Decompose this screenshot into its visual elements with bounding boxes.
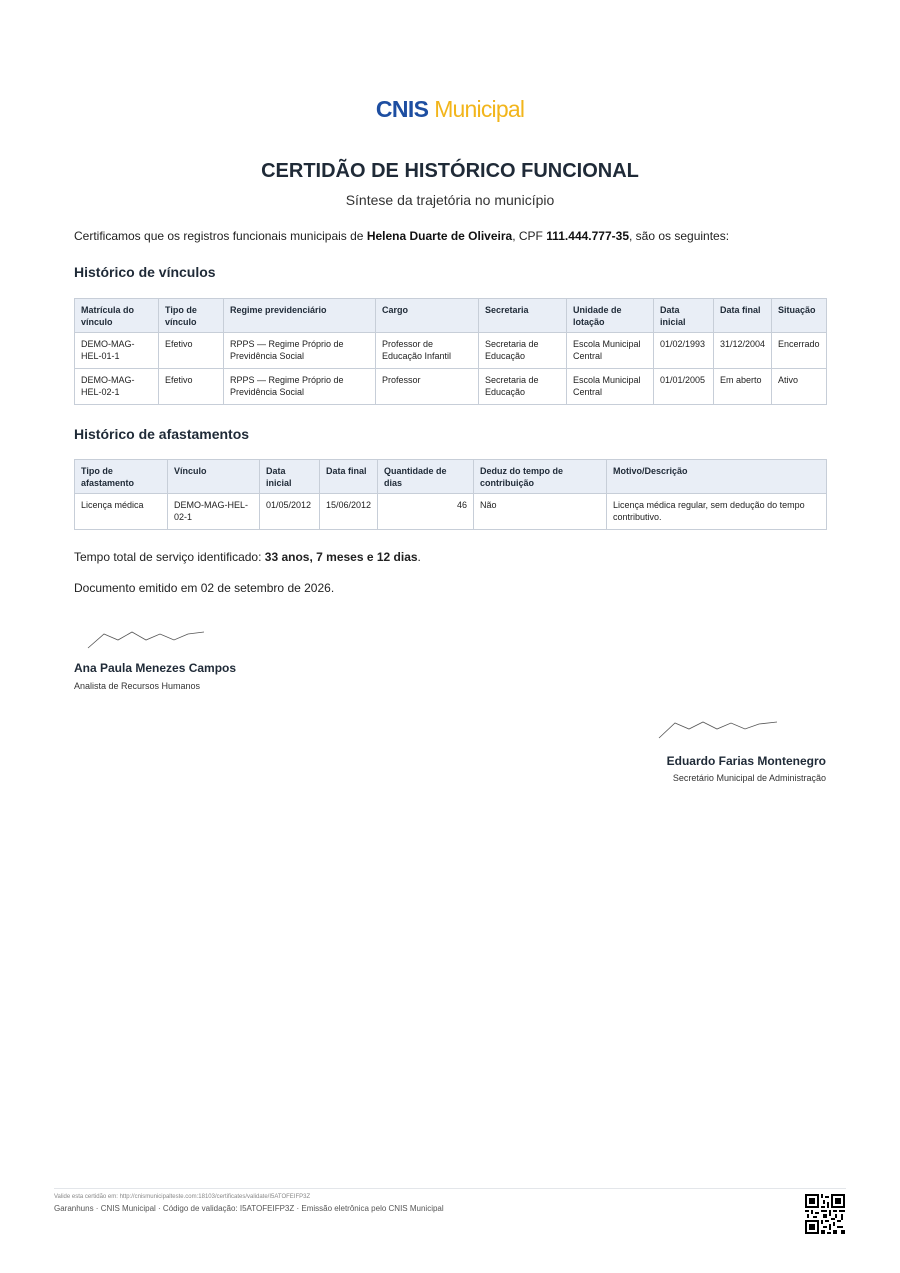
table-row <box>75 333 827 369</box>
col-header: Situação <box>772 299 827 333</box>
cell: Efetivo <box>159 369 224 405</box>
footer-divider <box>54 1188 846 1189</box>
cell: DEMO-MAG-HEL-02-1 <box>168 494 260 530</box>
intro-suffix: , são os seguintes: <box>629 229 730 243</box>
signature-scribble <box>86 628 210 652</box>
cell: 01/02/1993 <box>654 333 714 369</box>
col-header: Cargo <box>376 299 479 333</box>
intro-paragraph <box>74 229 834 243</box>
col-header: Data inicial <box>260 460 320 494</box>
cell: Secretaria de Educação <box>479 333 567 369</box>
cnis-municipal-logo <box>0 96 900 123</box>
logo-text-municipal: Municipal <box>434 96 525 122</box>
cell: DEMO-MAG-HEL-02-1 <box>75 369 159 405</box>
vinculos-header-row <box>75 299 827 333</box>
signature-role: Analista de Recursos Humanos <box>74 681 201 691</box>
cell: Efetivo <box>159 333 224 369</box>
document-title: CERTIDÃO DE HISTÓRICO FUNCIONAL <box>261 160 639 182</box>
cell: Secretaria de Educação <box>479 369 567 405</box>
cell: Licença médica <box>75 494 168 530</box>
vinculos-table <box>74 298 827 405</box>
cell: RPPS — Regime Próprio de Previdência Social <box>224 369 376 405</box>
col-header: Secretaria <box>479 299 567 333</box>
col-header: Data final <box>714 299 772 333</box>
table-row <box>75 369 827 405</box>
cell: Professor de Educação Infantil <box>376 333 479 369</box>
col-header: Data inicial <box>654 299 714 333</box>
col-header: Unidade de lotação <box>567 299 654 333</box>
signature-scribble <box>657 717 781 741</box>
col-header: Vínculo <box>168 460 260 494</box>
cell: Encerrado <box>772 333 827 369</box>
cell: Em aberto <box>714 369 772 405</box>
cell: Licença médica regular, sem dedução do tempo contributivo. <box>607 494 827 530</box>
afastamentos-table <box>74 459 827 530</box>
tempo-label: Tempo total de serviço identificado: <box>74 550 265 564</box>
cell: Escola Municipal Central <box>567 369 654 405</box>
intro-prefix: Certificamos que os registros funcionais municipais de <box>74 229 367 243</box>
col-header: Motivo/Descrição <box>607 460 827 494</box>
logo-text-cnis: CNIS <box>375 96 429 122</box>
section-title-vinculos: Histórico de vínculos <box>74 264 216 280</box>
section-title-afastamentos: Histórico de afastamentos <box>74 426 250 442</box>
intro-cpf-label: , CPF <box>512 229 547 243</box>
col-header: Matrícula do vínculo <box>75 299 159 333</box>
cell: RPPS — Regime Próprio de Previdência Social <box>224 333 376 369</box>
footer-info-line: Garanhuns · CNIS Municipal · Código de validação: I5ATOFEIFP3Z · Emissão eletrônica pelo CNIS Municipal <box>54 1204 444 1213</box>
cell: Escola Municipal Central <box>567 333 654 369</box>
afastamentos-header-row <box>75 460 827 494</box>
cell: 46 <box>378 494 474 530</box>
cell: 15/06/2012 <box>320 494 378 530</box>
col-header: Tipo de vínculo <box>159 299 224 333</box>
cell: 01/05/2012 <box>260 494 320 530</box>
cell: 31/12/2004 <box>714 333 772 369</box>
signature-role: Secretário Municipal de Administração <box>672 773 826 783</box>
tempo-total-line <box>74 550 421 564</box>
table-row <box>75 494 827 530</box>
cell: Professor <box>376 369 479 405</box>
col-header: Regime previdenciário <box>224 299 376 333</box>
cell: Ativo <box>772 369 827 405</box>
cell: Não <box>474 494 607 530</box>
emission-date-line: Documento emitido em 02 de setembro de 2026. <box>74 581 335 595</box>
signature-name: Eduardo Farias Montenegro <box>666 754 826 768</box>
qr-code-icon <box>805 1194 845 1234</box>
col-header: Data final <box>320 460 378 494</box>
col-header: Quantidade de dias <box>378 460 474 494</box>
person-cpf: 111.444.777-35 <box>546 229 629 243</box>
signature-name: Ana Paula Menezes Campos <box>74 661 237 675</box>
cell: 01/01/2005 <box>654 369 714 405</box>
cell: DEMO-MAG-HEL-01-1 <box>75 333 159 369</box>
validation-url-line: Valide esta certidão em: http://cnismunicipalteste.com:18103/certificates/validate/I5ATOFEIFP3Z <box>54 1194 311 1200</box>
col-header: Deduz do tempo de contribuição <box>474 460 607 494</box>
tempo-value: 33 anos, 7 meses e 12 dias <box>264 550 418 564</box>
document-subtitle: Síntese da trajetória no município <box>345 192 555 208</box>
person-name: Helena Duarte de Oliveira <box>366 229 513 243</box>
tempo-end: . <box>417 550 421 564</box>
col-header: Tipo de afastamento <box>75 460 168 494</box>
